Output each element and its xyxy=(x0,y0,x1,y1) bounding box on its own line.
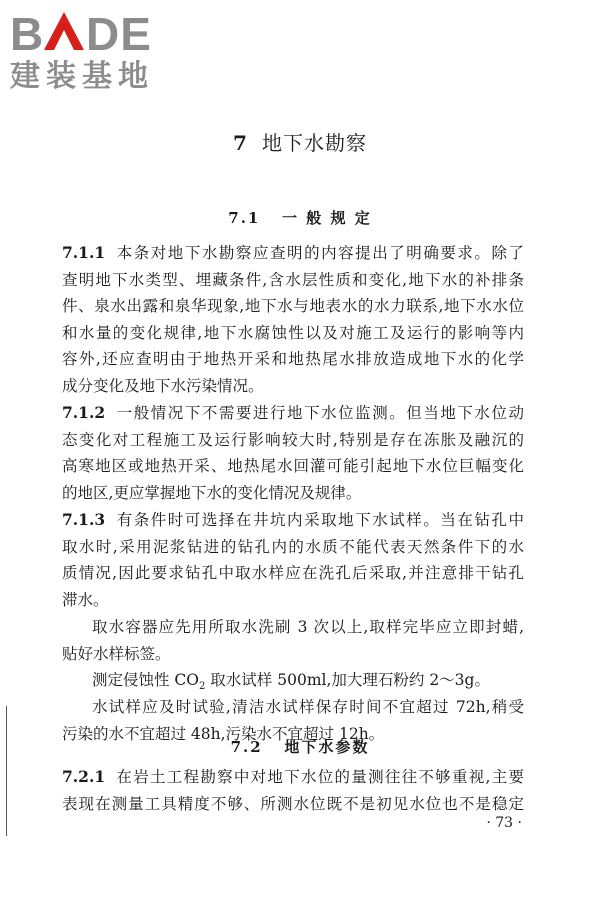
clause-7-1-1 xyxy=(62,240,524,400)
margin-rule xyxy=(6,706,7,836)
paragraph-line: 取水容器应先用所取水洗刷 3 次以上,取样完毕应立即封蜡, xyxy=(92,618,524,636)
clause-line: 和水量的变化规律,地下水腐蚀性以及对施工及运行的影响等内 xyxy=(62,323,524,342)
clause-line: 高寒地区或地热开采、地热尾水回灌可能引起地下水位巨幅变化 xyxy=(62,457,524,476)
clause-line: 成分变化及地下水污染情况。 xyxy=(62,376,264,395)
paragraph-line: 污染的水不宜超过 48h,污染水不宜超过 12h。 xyxy=(62,724,385,743)
clause-line: 的地区,更应掌握地下水的变化情况及规律。 xyxy=(62,483,362,502)
section-title-text: 地下水参数 xyxy=(284,738,370,756)
clause-line: 滞水。 xyxy=(62,590,109,609)
paragraph-line: 贴好水样标签。 xyxy=(62,644,171,663)
paragraph-co2 xyxy=(62,667,524,694)
bade-logo xyxy=(8,6,178,90)
chapter-number: 7 xyxy=(233,131,248,155)
svg-text:建装基地: 建装基地 xyxy=(10,59,154,90)
clause-line: 取水时,采用泥浆钻进的钻孔内的水质不能代表天然条件下的水 xyxy=(62,537,524,556)
chapter-title-text: 地下水勘察 xyxy=(261,131,367,155)
clause-line: 态变化对工程施工及运行影响较大时,特别是存在冻胀及融沉的 xyxy=(62,430,524,449)
chapter-title xyxy=(0,127,600,156)
clause-line: 质情况,因此要求钻孔中取水样应在洗孔后采取,并注意排干钻孔 xyxy=(62,564,524,583)
co2-text-before: 测定侵蚀性 CO xyxy=(92,671,199,689)
section-title-7-2 xyxy=(0,736,600,757)
section-number: 7.1 xyxy=(228,209,261,227)
clause-line: 本条对地下水勘察应查明的内容提出了明确要求。除了 xyxy=(115,244,524,262)
clause-number: 7.1.1 xyxy=(62,243,106,262)
clause-line: 件、泉水出露和泉华现象,地下水与地表水的水力联系,地下水水位 xyxy=(62,297,524,316)
clause-line: 查明地下水类型、埋藏条件,含水层性质和变化,地下水的补排条 xyxy=(62,270,524,289)
section-title-7-1 xyxy=(0,207,600,228)
clause-line: 在岩土工程勘察中对地下水位的量测往往不够重视,主要 xyxy=(115,768,524,786)
section-title-text: 一 般 规 定 xyxy=(282,209,372,227)
clause-7-1-3 xyxy=(62,507,524,613)
page-number: · 73 · xyxy=(486,815,522,831)
clause-line: 一般情况下不需要进行地下水位监测。但当地下水位动 xyxy=(115,404,524,422)
co2-subscript: 2 xyxy=(199,681,206,693)
paragraph-container xyxy=(62,614,524,667)
clause-line: 有条件时可选择在井坑内采取地下水试样。当在钻孔中 xyxy=(115,511,524,529)
svg-text:DE: DE xyxy=(86,8,152,60)
paragraph-line: 水试样应及时试验,清洁水试样保存时间不宜超过 72h,稍受 xyxy=(92,698,524,716)
svg-text:B: B xyxy=(10,8,45,60)
co2-text-after: 取水试样 500ml,加大理石粉约 2～3g。 xyxy=(205,671,490,689)
clause-line: 容外,还应查明由于地热开采和地热尾水排放造成地下水的化学 xyxy=(62,350,524,369)
section-number: 7.2 xyxy=(230,738,263,756)
clause-number: 7.2.1 xyxy=(62,767,106,786)
clause-7-2-1 xyxy=(62,764,524,817)
clause-number: 7.1.3 xyxy=(62,510,106,529)
clause-line: 表现在测量工具精度不够、所测水位既不是初见水位也不是稳定 xyxy=(62,794,524,813)
clause-7-1-2 xyxy=(62,400,524,506)
clause-number: 7.1.2 xyxy=(62,403,106,422)
